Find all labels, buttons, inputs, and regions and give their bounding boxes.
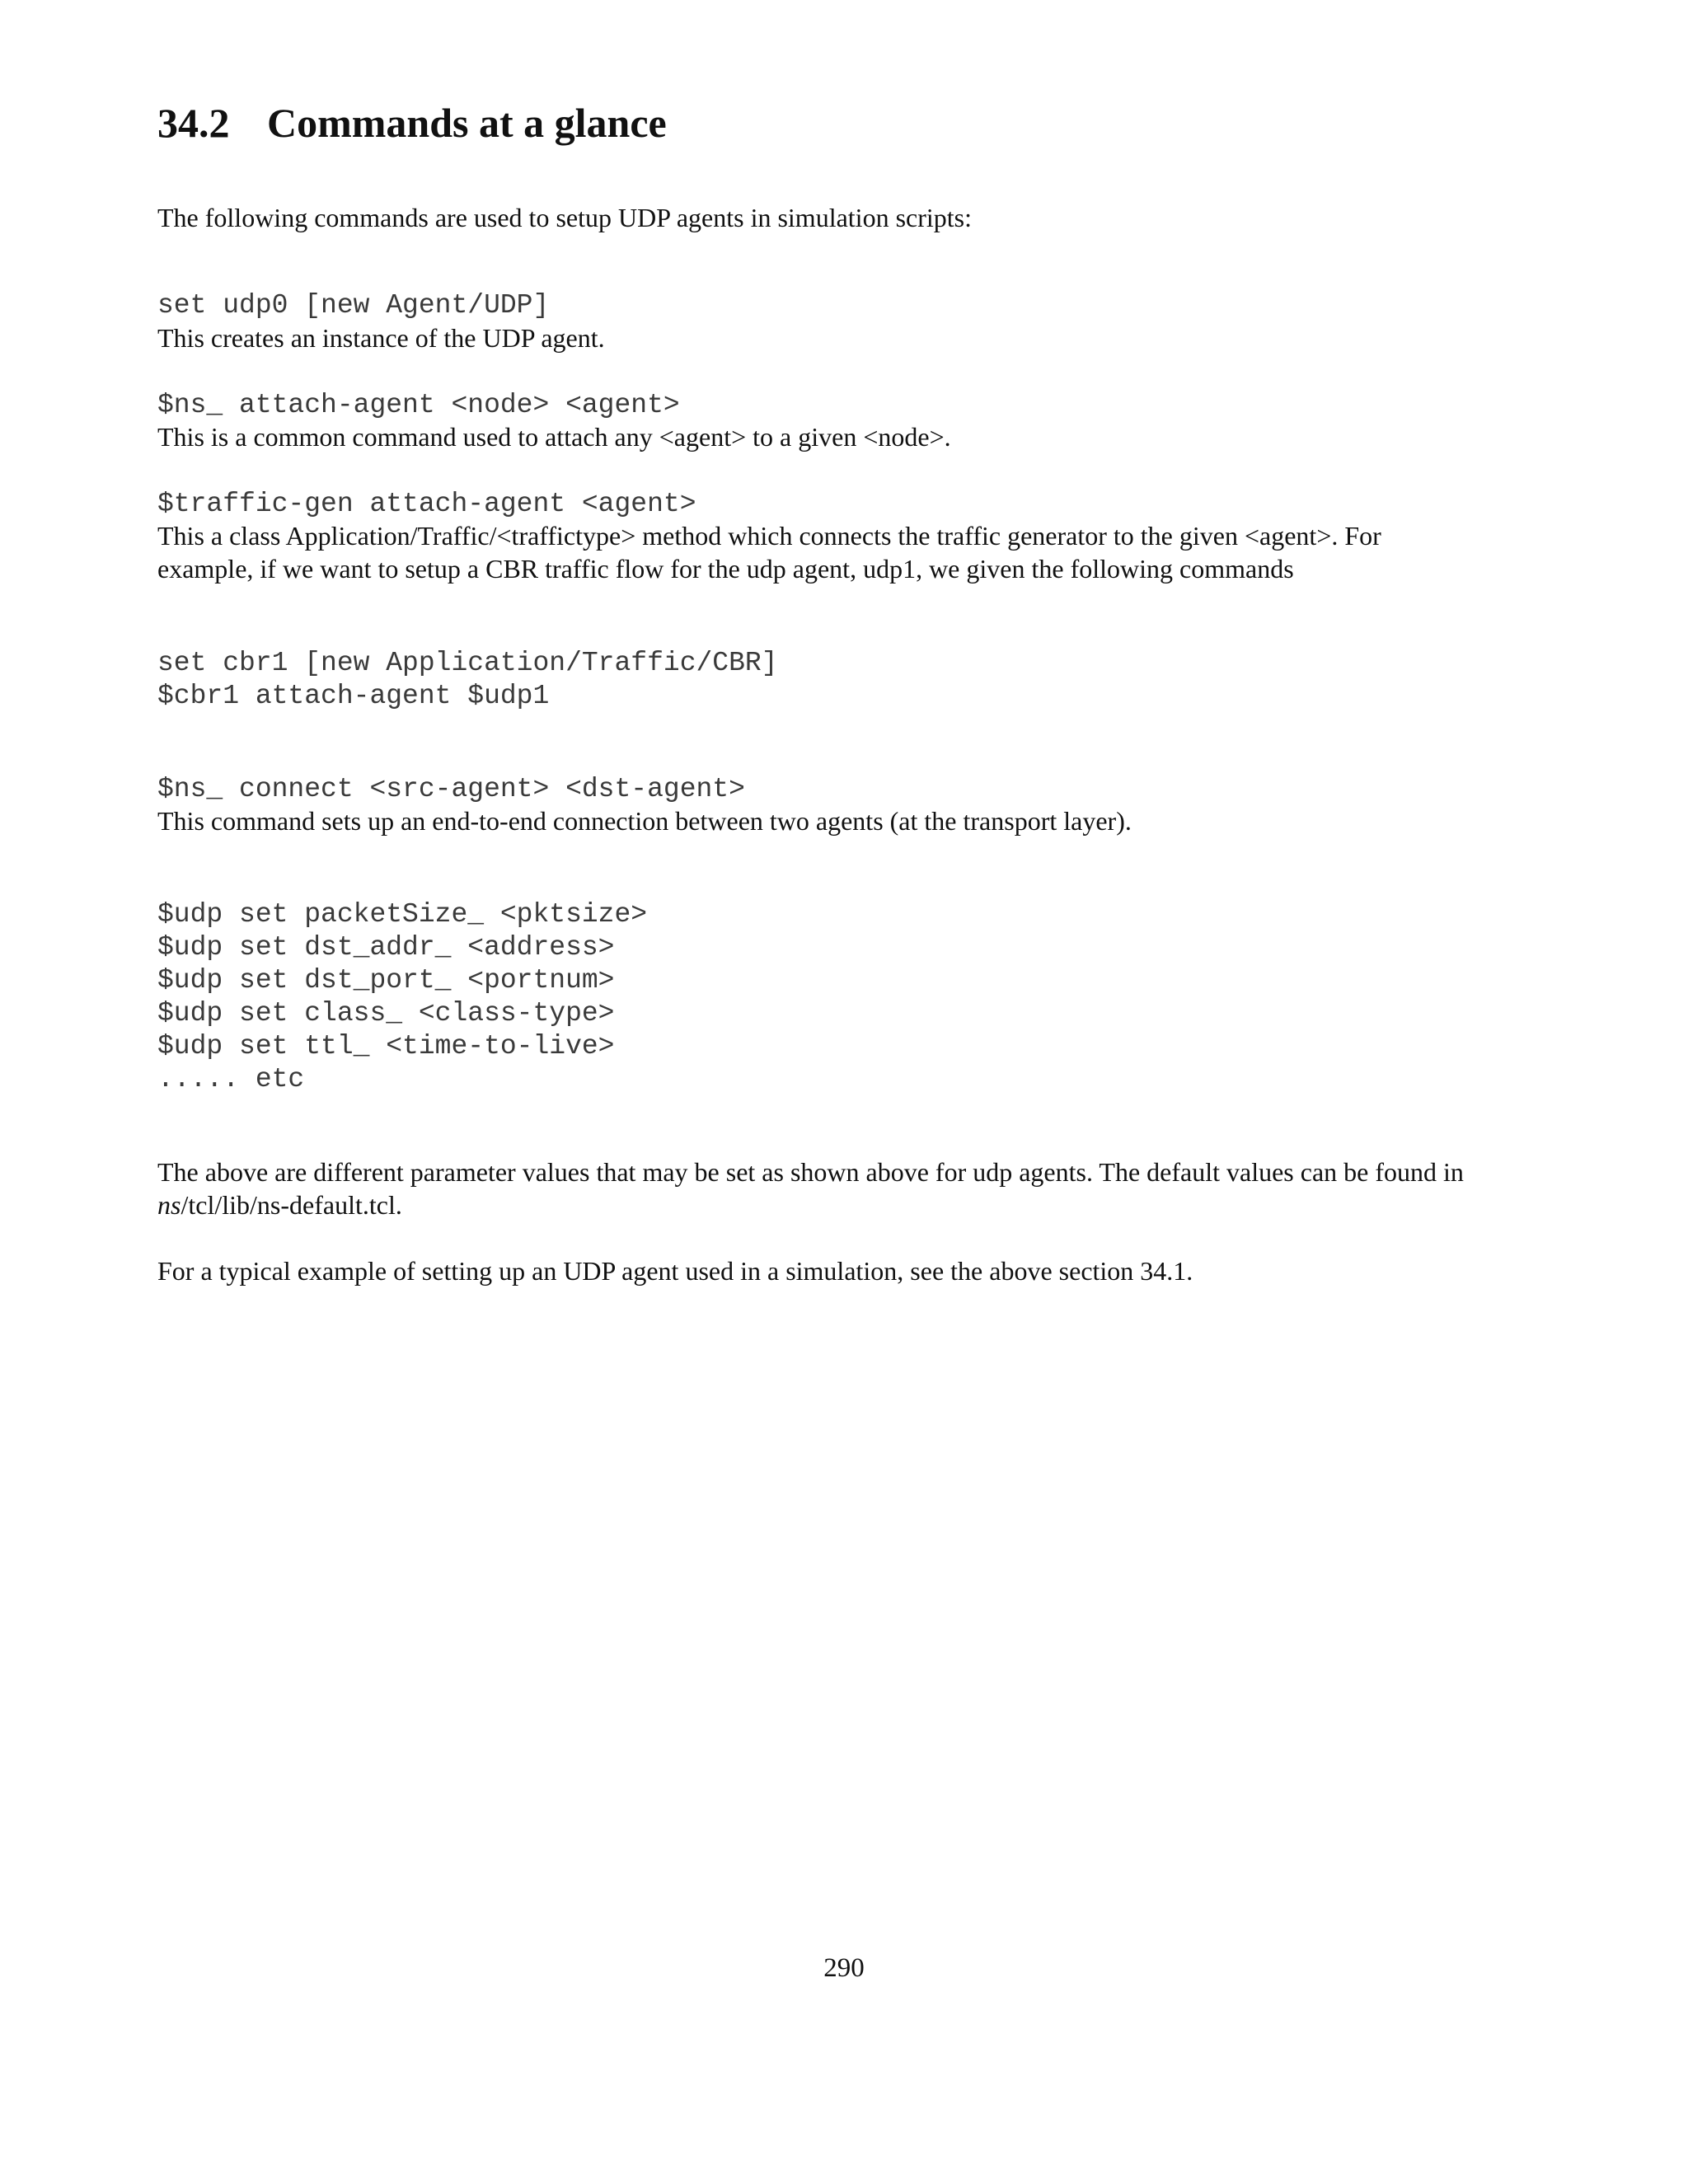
desc-traffic-gen-line2: example, if we want to setup a CBR traffic flow for the udp agent, udp1, we given the following commands (157, 554, 1294, 583)
code-line: $udp set packetSize_ <pktsize> (157, 899, 648, 930)
defaults-paragraph-line1: The above are different parameter values that may be set as shown above for udp agents. The default values can be found in (157, 1157, 1464, 1187)
page-number: 290 (823, 1953, 865, 1983)
desc-traffic-gen-line1: This a class Application/Traffic/<traffictype> method which connects the traffic generator to the given <agent>. For (157, 521, 1381, 551)
defaults-path: /tcl/lib/ns-default.tcl. (181, 1190, 402, 1220)
code-line: $udp set dst_port_ <portnum> (157, 965, 615, 996)
ns-italic: ns (157, 1190, 181, 1220)
code-attach-agent: $ns_ attach-agent <node> <agent> (157, 390, 680, 420)
defaults-paragraph-line2 (157, 1188, 402, 1221)
code-line: $udp set ttl_ <time-to-live> (157, 1031, 615, 1062)
code-create-udp-agent: set udp0 [new Agent/UDP] (157, 290, 550, 321)
desc-attach-agent: This is a common command used to attach any <agent> to a given <node>. (157, 422, 951, 452)
code-connect: $ns_ connect <src-agent> <dst-agent> (157, 774, 745, 804)
example-reference-paragraph: For a typical example of setting up an UDP agent used in a simulation, see the above section 34.1. (157, 1256, 1193, 1286)
code-line: $udp set class_ <class-type> (157, 998, 615, 1029)
code-line: set cbr1 [new Application/Traffic/CBR] (157, 648, 778, 678)
desc-connect: This command sets up an end-to-end connection between two agents (at the transport layer). (157, 806, 1132, 836)
code-line: $udp set dst_addr_ <address> (157, 932, 615, 963)
code-line: ..... etc (157, 1064, 305, 1094)
section-heading (157, 94, 667, 152)
code-line: $cbr1 attach-agent $udp1 (157, 681, 550, 711)
section-number: 34.2 (157, 100, 230, 146)
desc-create-udp-agent: This creates an instance of the UDP agent. (157, 323, 605, 353)
section-title: Commands at a glance (267, 100, 667, 146)
intro-paragraph: The following commands are used to setup UDP agents in simulation scripts: (157, 203, 972, 232)
code-traffic-gen-attach: $traffic-gen attach-agent <agent> (157, 489, 696, 519)
